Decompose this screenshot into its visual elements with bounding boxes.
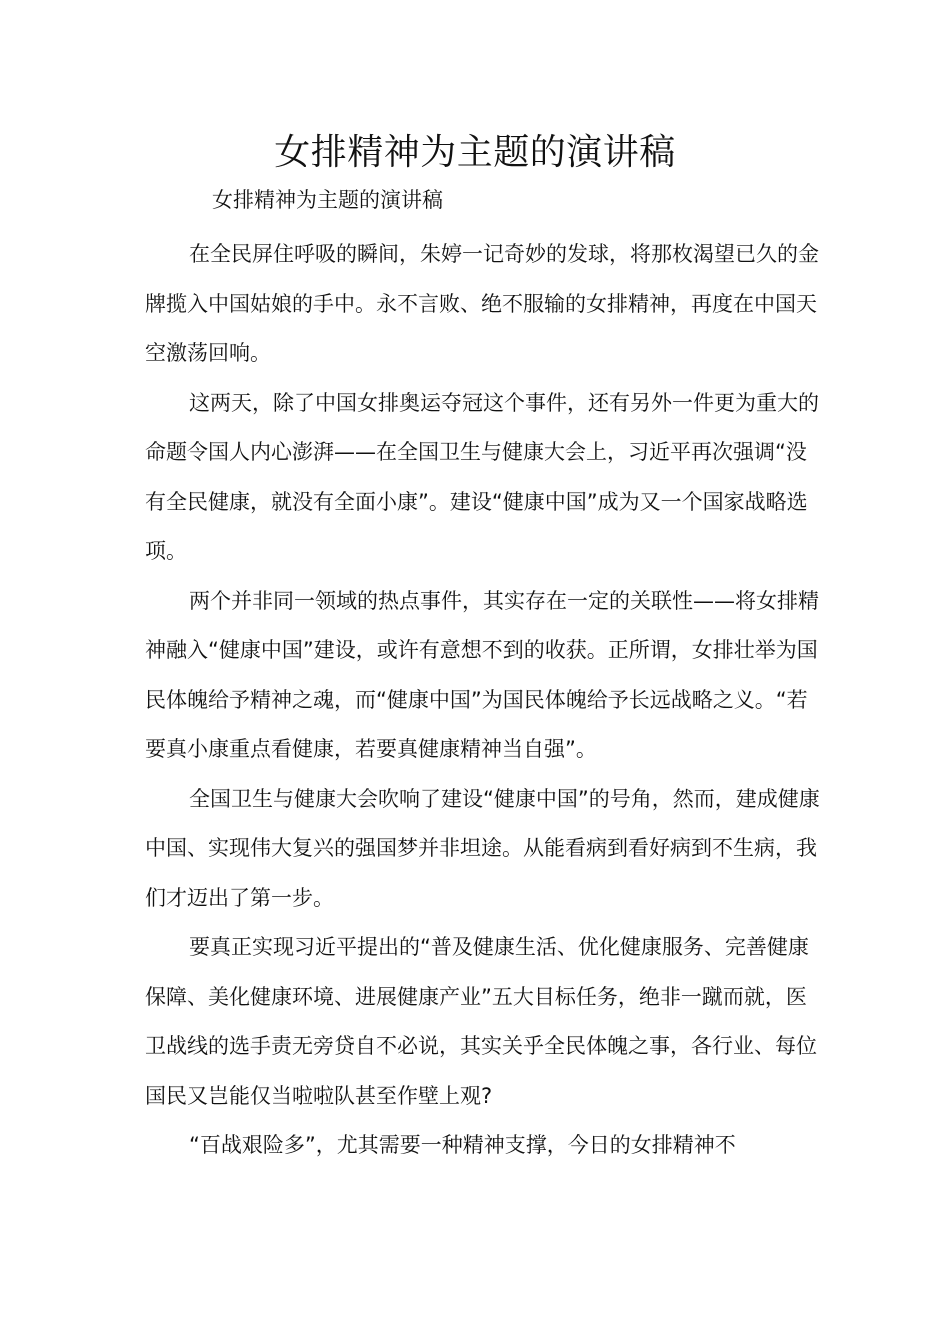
- document-body: [145, 230, 825, 1171]
- paragraph: 这两天，除了中国女排奥运夺冠这个事件，还有另外一件更为重大的命题令国人内心澎湃——在全国卫生与健康大会上，习近平再次强调“没有全民健康，就没有全面小康”。建设“健康中国”成为又一个国家战略选项。: [145, 390, 819, 563]
- document-subtitle: 女排精神为主题的演讲稿: [212, 188, 443, 212]
- paragraph: 要真正实现习近平提出的“普及健康生活、优化健康服务、完善健康保障、美化健康环境、进展健康产业”五大目标任务，绝非一蹴而就，医卫战线的选手责无旁贷自不必说，其实关乎全民体魄之事，各行业、每位国民又岂能仅当啦啦队甚至作壁上观?: [145, 935, 817, 1108]
- paragraph: 在全民屏住呼吸的瞬间，朱婷一记奇妙的发球，将那枚渴望已久的金牌揽入中国姑娘的手中。永不言败、绝不服输的女排精神，再度在中国天空激荡回响。: [145, 242, 819, 365]
- paragraph: “百战艰险多”，尤其需要一种精神支撑，今日的女排精神不: [189, 1133, 736, 1157]
- paragraph: 全国卫生与健康大会吹响了建设“健康中国”的号角，然而，建成健康中国、实现伟大复兴的强国梦并非坦途。从能看病到看好病到不生病，我们才迈出了第一步。: [145, 786, 820, 910]
- paragraph: 两个并非同一领域的热点事件，其实存在一定的关联性——将女排精神融入“健康中国”建设，或许有意想不到的收获。正所谓，女排壮举为国民体魄给予精神之魂，而“健康中国”为国民体魄给予长远战略之义。“若要真小康重点看健康，若要真健康精神当自强”。: [145, 588, 819, 761]
- document-title: 女排精神为主题的演讲稿: [274, 132, 676, 173]
